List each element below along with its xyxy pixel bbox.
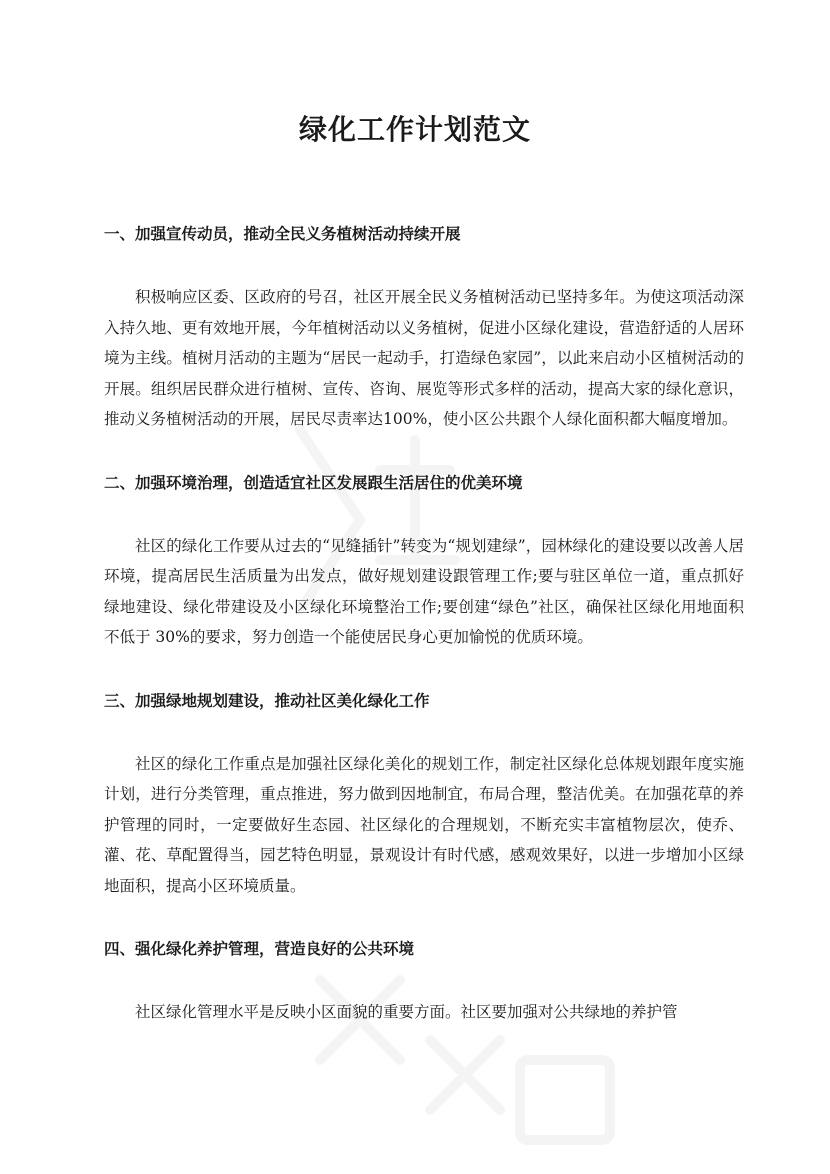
section-heading-1: 一、加强宣传动员，推动全民义务植树活动持续开展 <box>104 225 461 243</box>
section-heading-2: 二、加强环境治理，创造适宜社区发展跟生活居住的优美环境 <box>104 473 523 492</box>
section-paragraph-4: 社区绿化管理水平是反映小区面貌的重要方面。社区要加强对公共绿地的养护管 <box>135 1003 678 1021</box>
section-paragraph-2: 社区的绿化工作要从过去的“见缝插针”转变为“规划建绿”，园林绿化的建设要以改善人居环境，提高居民生活质量为出发点，做好规划建设跟管理工作;要与驻区单位一道，重点抓好绿地建设、绿化带建设及小区绿化环境整治工作;要创建“绿色”社区，确保社区绿化用地面积不低于 30%的要求，努力创造一个能使居民身心更加愉悦的优质环境。 <box>104 536 744 646</box>
document-body <box>104 220 744 1028</box>
document-title: 绿化工作计划范文 <box>298 113 531 146</box>
section-paragraph-1: 积极响应区委、区政府的号召，社区开展全民义务植树活动已坚持多年。为使这项活动深入持久地、更有效地开展，今年植树活动以义务植树，促进小区绿化建设，营造舒适的人居环境为主线。植树月活动的主题为“居民一起动手，打造绿色家园”，以此来启动小区植树活动的开展。组织居民群众进行植树、宣传、咨询、展览等形式多样的活动，提高大家的绿化意识，推动义务植树活动的开展，居民尽责率达100%，使小区公共跟个人绿化面积都大幅度增加。 <box>104 288 744 428</box>
section-paragraph-3: 社区的绿化工作重点是加强社区绿化美化的规划工作，制定社区绿化总体规划跟年度实施计划，进行分类管理，重点推进，努力做到因地制宜，布局合理，整洁优美。在加强花草的养护管理的同时，一定要做好生态园、社区绿化的合理规划，不断充实丰富植物层次，使乔、灌、花、草配置得当，园艺特色明显，景观设计有时代感，感观效果好，以进一步增加小区绿地面积，提高小区环境质量。 <box>104 754 744 895</box>
section-heading-4: 四、强化绿化养护管理，营造良好的公共环境 <box>104 940 415 958</box>
section-heading-3: 三、加强绿地规划建设，推动社区美化绿化工作 <box>104 691 430 710</box>
